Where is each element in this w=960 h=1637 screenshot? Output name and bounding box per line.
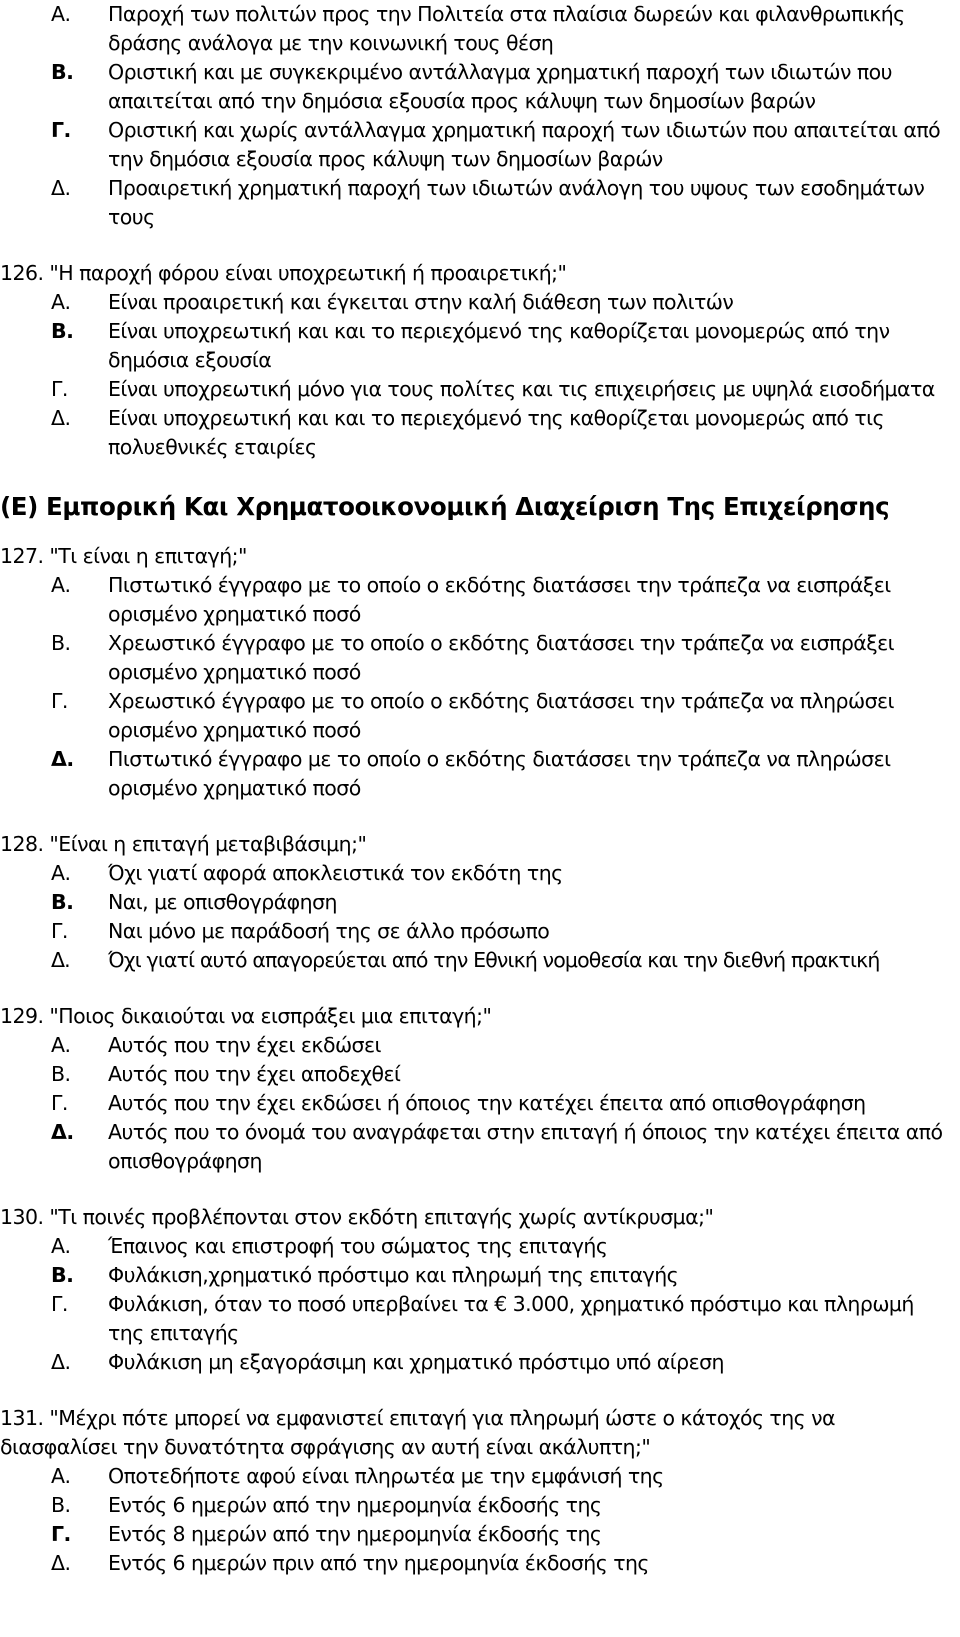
- option-d: [0, 1348, 960, 1377]
- question-text: 129. "Ποιος δικαιούται να εισπράξει μια επιταγή;": [0, 1004, 492, 1028]
- option-text: Παροχή των πολιτών προς την Πολιτεία στα πλαίσια δωρεών και φιλανθρωπικής δράσης ανάλογα με την κοινωνική τους θέση: [108, 2, 905, 55]
- option-c: [0, 375, 960, 404]
- option-b: [0, 317, 960, 375]
- option-c: [0, 116, 960, 174]
- option-d: [0, 1118, 960, 1176]
- option-b: [0, 629, 960, 687]
- option-c: [0, 687, 960, 745]
- option-c: [0, 1520, 960, 1549]
- option-a: [0, 1031, 960, 1060]
- option-text: Αυτός που την έχει αποδεχθεί: [108, 1062, 401, 1086]
- option-text: Χρεωστικό έγγραφο με το οποίο ο εκδότης διατάσσει την τράπεζα να εισπράξει ορισμένο χρηματικό ποσό: [108, 631, 895, 684]
- question-text: 128. "Είναι η επιταγή μεταβιβάσιμη;": [0, 832, 367, 856]
- option-letter: Α.: [51, 861, 71, 885]
- option-letter: Β.: [51, 1062, 71, 1086]
- option-text: Εντός 6 ημερών από την ημερομηνία έκδοσής της: [108, 1493, 602, 1517]
- option-text: Φυλάκιση μη εξαγοράσιμη και χρηματικό πρόστιμο υπό αίρεση: [108, 1350, 725, 1374]
- question-text: 126. "Η παροχή φόρου είναι υποχρεωτική ή προαιρετική;": [0, 261, 567, 285]
- option-d: [0, 745, 960, 803]
- option-a: [0, 1462, 960, 1491]
- option-letter: Α.: [51, 1033, 71, 1057]
- option-letter: Γ.: [51, 118, 71, 142]
- option-text: Έπαινος και επιστροφή του σώματος της επιταγής: [108, 1234, 608, 1258]
- option-a: [0, 0, 960, 58]
- question-text: 127. "Τι είναι η επιταγή;": [0, 544, 247, 568]
- option-letter: Γ.: [51, 919, 68, 943]
- option-a: [0, 859, 960, 888]
- option-text: Πιστωτικό έγγραφο με το οποίο ο εκδότης διατάσσει την τράπεζα να εισπράξει ορισμένο χρηματικό ποσό: [108, 573, 891, 626]
- carry-over-options: [0, 0, 960, 232]
- option-d: [0, 946, 960, 975]
- option-text: Είναι προαιρετική και έγκειται στην καλή διάθεση των πολιτών: [108, 290, 734, 314]
- option-letter: Β.: [51, 319, 74, 343]
- option-b: [0, 58, 960, 116]
- option-letter: Α.: [51, 290, 71, 314]
- option-b: [0, 888, 960, 917]
- option-b: [0, 1491, 960, 1520]
- option-letter: Δ.: [51, 176, 71, 200]
- option-letter: Δ.: [51, 948, 70, 972]
- option-text: Ναι μόνο με παράδοσή της σε άλλο πρόσωπο: [108, 919, 550, 943]
- option-text: Φυλάκιση,χρηματικό πρόστιμο και πληρωμή της επιταγής: [108, 1263, 679, 1287]
- option-a: [0, 288, 960, 317]
- question-text: 130. "Τι ποινές προβλέπονται στον εκδότη επιταγής χωρίς αντίκρυσμα;": [0, 1205, 714, 1229]
- option-letter: Δ.: [51, 1120, 74, 1144]
- option-letter: Β.: [51, 631, 71, 655]
- section-heading: (Ε) Εμπορική Και Χρηματοοικονομική Διαχείριση Της Επιχείρησης: [0, 492, 890, 521]
- option-letter: Δ.: [51, 406, 71, 430]
- option-letter: Γ.: [51, 1091, 68, 1115]
- option-text: Προαιρετική χρηματική παροχή των ιδιωτών ανάλογη του υψους των εσοδημάτων τους: [108, 176, 925, 229]
- option-text: Είναι υποχρεωτική και και το περιεχόμενό της καθορίζεται μονομερώς από την δημόσια εξουσία: [108, 319, 890, 372]
- option-text: Αυτός που την έχει εκδώσει ή όποιος την κατέχει έπειτα από οπισθογράφηση: [108, 1091, 866, 1115]
- option-letter: Α.: [51, 1234, 71, 1258]
- option-letter: Β.: [51, 1263, 74, 1287]
- option-text: Ναι, με οπισθογράφηση: [108, 890, 337, 914]
- option-text: Οριστική και με συγκεκριμένο αντάλλαγμα χρηματική παροχή των ιδιωτών που απαιτείται από την δημόσια εξουσία προς κάλυψη των δημοσίων βαρών: [108, 60, 892, 113]
- option-text: Είναι υποχρεωτική μόνο για τους πολίτες και τις επιχειρήσεις με υψηλά εισοδήματα: [108, 377, 935, 401]
- option-letter: Β.: [51, 890, 74, 914]
- option-d: [0, 1549, 960, 1578]
- option-c: [0, 1089, 960, 1118]
- option-text: Αυτός που την έχει εκδώσει: [108, 1033, 381, 1057]
- question-text: 131. "Μέχρι πότε μπορεί να εμφανιστεί επιταγή για πληρωμή ώστε ο κάτοχός της να διασφαλίσει την δυνατότητα σφράγισης αν αυτή είναι ακάλυπτη;": [0, 1406, 835, 1459]
- option-text: Οριστική και χωρίς αντάλλαγμα χρηματική παροχή των ιδιωτών που απαιτείται από την δημόσια εξουσία προς κάλυψη των δημοσίων βαρών: [108, 118, 941, 171]
- question-128: [0, 830, 960, 975]
- option-c: [0, 917, 960, 946]
- option-text: Φυλάκιση, όταν το ποσό υπερβαίνει τα € 3.000, χρηματικό πρόστιμο και πληρωμή της επιταγής: [108, 1292, 914, 1345]
- option-text: Εντός 6 ημερών πριν από την ημερομηνία έκδοσής της: [108, 1551, 649, 1575]
- question-127: [0, 542, 960, 803]
- question-130: [0, 1203, 960, 1377]
- option-text: Χρεωστικό έγγραφο με το οποίο ο εκδότης διατάσσει την τράπεζα να πληρώσει ορισμένο χρηματικό ποσό: [108, 689, 894, 742]
- option-letter: Α.: [51, 1464, 71, 1488]
- option-text: Πιστωτικό έγγραφο με το οποίο ο εκδότης διατάσσει την τράπεζα να πληρώσει ορισμένο χρηματικό ποσό: [108, 747, 891, 800]
- option-letter: Β.: [51, 60, 74, 84]
- option-letter: Γ.: [51, 689, 68, 713]
- option-letter: Γ.: [51, 377, 68, 401]
- question-131: [0, 1404, 960, 1578]
- question-126: [0, 259, 960, 462]
- option-letter: Α.: [51, 573, 71, 597]
- option-b: [0, 1060, 960, 1089]
- option-letter: Β.: [51, 1493, 71, 1517]
- option-letter: Δ.: [51, 1551, 71, 1575]
- option-text: Όχι γιατί αφορά αποκλειστικά τον εκδότη της: [108, 861, 563, 885]
- option-text: Όχι γιατί αυτό απαγορεύεται από την Εθνική νομοθεσία και την διεθνή πρακτική: [108, 948, 880, 972]
- option-a: [0, 571, 960, 629]
- option-letter: Γ.: [51, 1292, 68, 1316]
- option-letter: Δ.: [51, 1350, 71, 1374]
- option-c: [0, 1290, 960, 1348]
- option-text: Αυτός που το όνομά του αναγράφεται στην επιταγή ή όποιος την κατέχει έπειτα από οπισθογράφηση: [108, 1120, 943, 1173]
- option-text: Εντός 8 ημερών από την ημερομηνία έκδοσής της: [108, 1522, 602, 1546]
- option-d: [0, 404, 960, 462]
- option-d: [0, 174, 960, 232]
- option-text: Οποτεδήποτε αφού είναι πληρωτέα με την εμφάνισή της: [108, 1464, 664, 1488]
- option-letter: Α.: [51, 2, 71, 26]
- option-letter: Δ.: [51, 747, 74, 771]
- option-a: [0, 1232, 960, 1261]
- question-129: [0, 1002, 960, 1176]
- option-b: [0, 1261, 960, 1290]
- option-letter: Γ.: [51, 1522, 71, 1546]
- option-text: Είναι υποχρεωτική και και το περιεχόμενό της καθορίζεται μονομερώς από τις πολυεθνικές εταιρίες: [108, 406, 884, 459]
